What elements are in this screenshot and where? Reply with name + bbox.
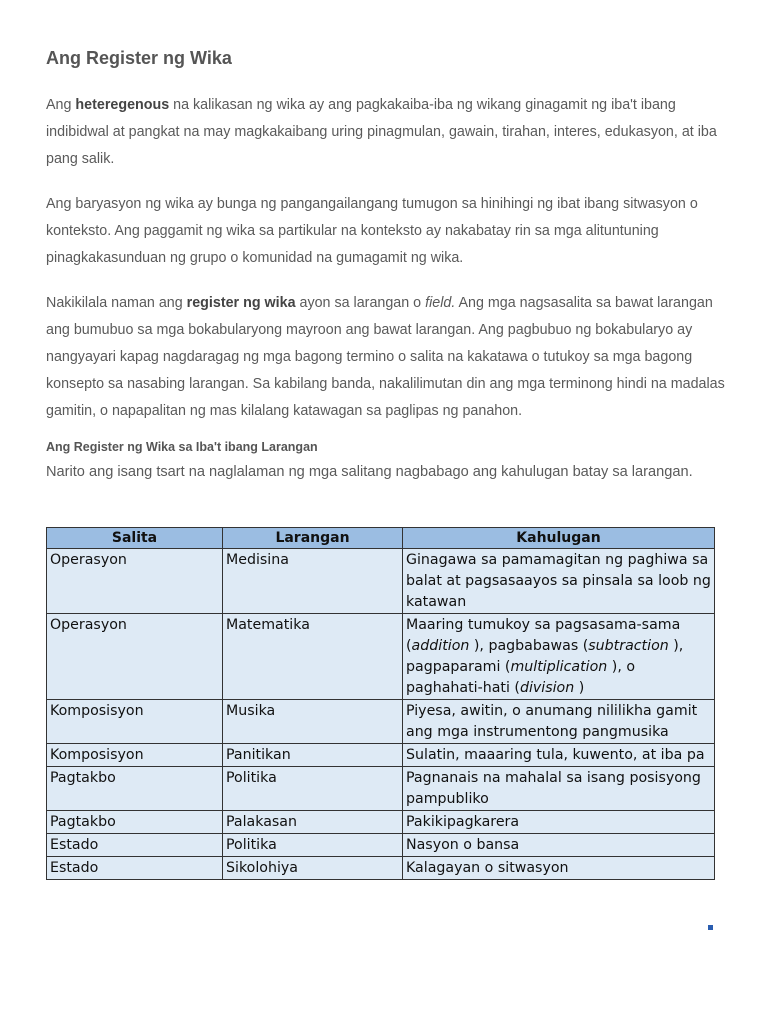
table-row	[47, 857, 715, 880]
cell-kahulugan: Kalagayan o sitwasyon	[403, 857, 715, 880]
cell-larangan: Politika	[223, 834, 403, 857]
cell-larangan: Panitikan	[223, 744, 403, 767]
cell-salita: Operasyon	[47, 614, 223, 700]
table-row	[47, 811, 715, 834]
table-row	[47, 767, 715, 811]
cell-kahulugan: Nasyon o bansa	[403, 834, 715, 857]
italic-addition: addition	[411, 638, 470, 654]
table-row	[47, 834, 715, 857]
cell-larangan: Musika	[223, 700, 403, 744]
cell-larangan: Palakasan	[223, 811, 403, 834]
cell-kahulugan: Ginagawa sa pamamagitan ng paghiwa sa balat at pagsasaayos sa pinsala sa loob ng katawan	[403, 549, 715, 614]
cell-salita: Estado	[47, 834, 223, 857]
header-larangan: Larangan	[223, 528, 403, 549]
cell-larangan: Medisina	[223, 549, 403, 614]
cell-kahulugan: Sulatin, maaaring tula, kuwento, at iba pa	[403, 744, 715, 767]
paragraph-heterogenous: Ang heteregenous na kalikasan ng wika ay ang pagkakaiba-iba ng wikang ginagamit ng iba't ibang indibidwal at pangkat na may magkakaibang uring pinagmulan, gawain, tirahan, interes, edukasyon, at iba pang salik.	[46, 97, 717, 167]
article	[46, 44, 726, 484]
header-kahulugan: Kahulugan	[403, 528, 715, 549]
cell-kahulugan: Maaring tumukoy sa pagsasama-sama (addition ), pagbabawas (subtraction ), pagpaparami (multiplication ), o paghahati-hati (division )	[403, 614, 715, 700]
cell-salita: Estado	[47, 857, 223, 880]
cell-salita: Pagtakbo	[47, 767, 223, 811]
cell-larangan: Sikolohiya	[223, 857, 403, 880]
cell-larangan: Politika	[223, 767, 403, 811]
italic-division: division	[519, 680, 575, 696]
page-title: Ang Register ng Wika	[46, 48, 232, 68]
cell-larangan: Matematika	[223, 614, 403, 700]
section-subheading: Ang Register ng Wika sa Iba't ibang Larangan	[46, 440, 318, 454]
table-intro: Narito ang isang tsart na naglalaman ng mga salitang nagbabago ang kahulugan batay sa larangan.	[46, 464, 693, 480]
cell-salita: Operasyon	[47, 549, 223, 614]
italic-term-field: field.	[425, 295, 456, 311]
cell-salita: Komposisyon	[47, 744, 223, 767]
table-row	[47, 700, 715, 744]
italic-subtraction: subtraction	[588, 638, 669, 654]
table-resize-handle-icon	[708, 925, 713, 930]
bold-term-heteregenous: heteregenous	[75, 97, 170, 113]
header-salita: Salita	[47, 528, 223, 549]
register-table	[46, 527, 715, 880]
paragraph-register: Nakikilala naman ang register ng wika ayon sa larangan o field. Ang mga nagsasalita sa bawat larangan ang bumubuo sa mga bokabularyong mayroon ang bawat larangan. Ang pagbubuo ng bokabularyo ay nangyayari kapag nagdaragag ng mga bagong termino o salita na kakatawa o tutukoy sa mga bagong konsepto sa nasabing larangan. Sa kabilang banda, nakalilimutan din ang mga terminong hindi na madalas gamitin, o napapalitan ng mas kilalang katawagan sa paglipas ng panahon.	[46, 295, 725, 419]
table-row	[47, 614, 715, 700]
cell-kahulugan: Piyesa, awitin, o anumang nililikha gamit ang mga instrumentong pangmusika	[403, 700, 715, 744]
cell-kahulugan: Pagnanais na mahalal sa isang posisyong pampubliko	[403, 767, 715, 811]
bold-term-register: register ng wika	[186, 295, 296, 311]
table-row	[47, 744, 715, 767]
italic-multiplication: multiplication	[510, 659, 608, 675]
table-row	[47, 549, 715, 614]
table-header-row	[47, 528, 715, 549]
cell-kahulugan: Pakikipagkarera	[403, 811, 715, 834]
cell-salita: Pagtakbo	[47, 811, 223, 834]
cell-salita: Komposisyon	[47, 700, 223, 744]
paragraph-baryasyon: Ang baryasyon ng wika ay bunga ng pangangailangang tumugon sa hinihingi ng ibat ibang sitwasyon o konteksto. Ang paggamit ng wika sa partikular na konteksto ay nakabatay rin sa mga alituntuning pinagkakasunduan ng grupo o komunidad na gumagamit ng wika.	[46, 196, 698, 266]
